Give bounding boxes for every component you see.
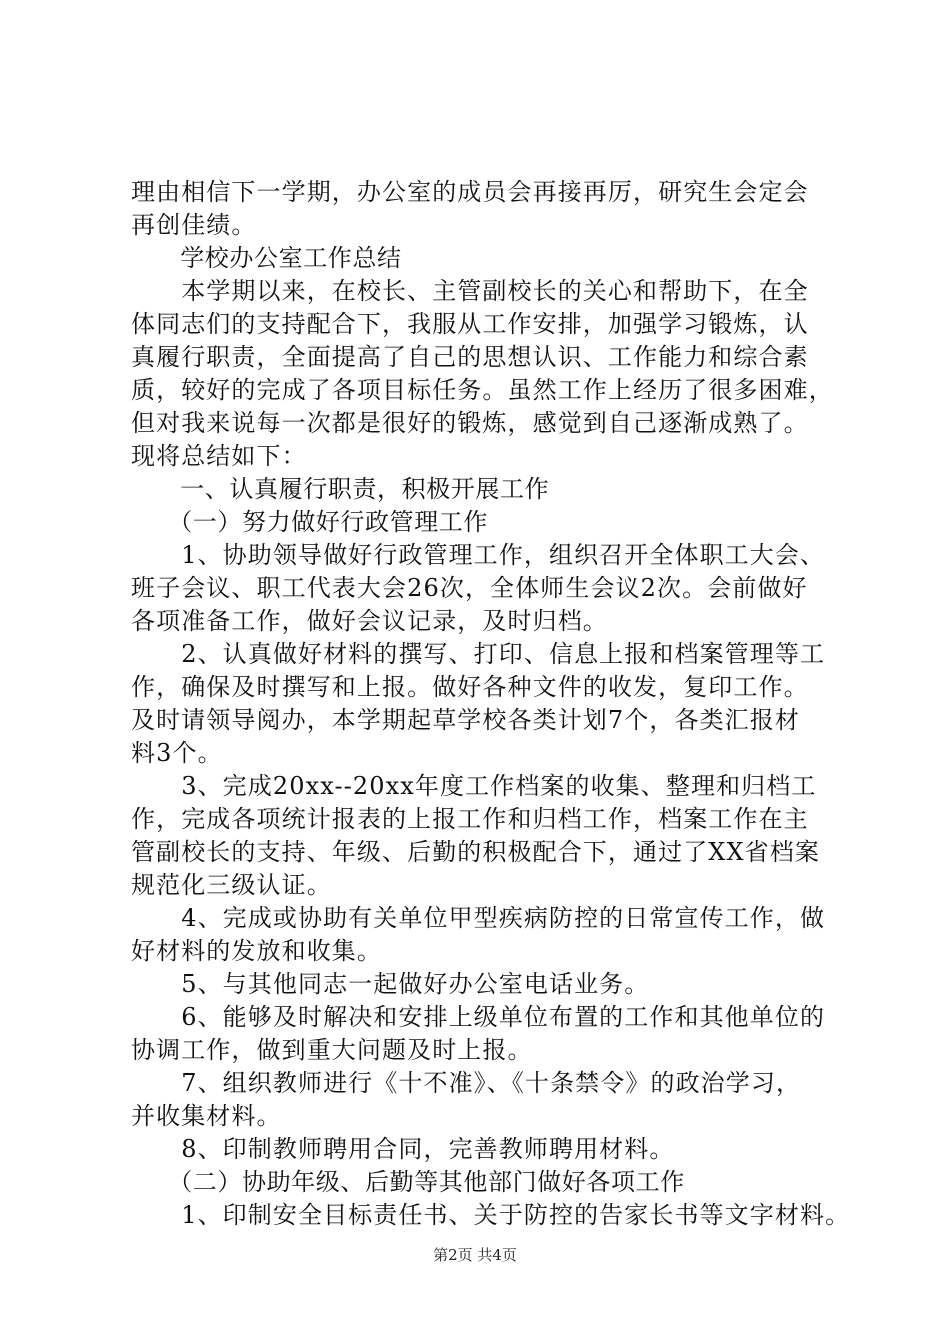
text-line: 班子会议、职工代表大会26次，全体师生会议2次。会前做好 — [131, 574, 808, 602]
text-line: 真履行职责，全面提高了自己的思想认识、工作能力和综合素 — [131, 343, 809, 371]
page-number: 第2页 共4页 — [433, 1246, 517, 1264]
text-line: 质，较好的完成了各项目标任务。虽然工作上经历了很多困难， — [131, 376, 834, 404]
text-line: 5、与其他同志一起做好办公室电话业务。 — [131, 970, 650, 998]
text-line: 作，确保及时撰写和上报。做好各种文件的收发，复印工作。 — [131, 673, 809, 701]
text-line: 作，完成各项统计报表的上报工作和归档工作，档案工作在主 — [131, 805, 809, 833]
text-line: 各项准备工作，做好会议记录，及时归档。 — [131, 607, 608, 635]
section-title: 学校办公室工作总结 — [131, 244, 402, 272]
text-line: 管副校长的支持、年级、后勤的积极配合下，通过了XX省档案 — [131, 838, 820, 866]
text-line: 及时请领导阅办，本学期起草学校各类计划7个，各类汇报材 — [131, 706, 800, 734]
text-line: 但对我来说每一次都是很好的锻炼，感觉到自己逐渐成熟了。 — [131, 409, 809, 437]
text-line: 再创佳绩。 — [131, 211, 257, 239]
page-footer — [0, 1245, 950, 1265]
text-line: 理由相信下一学期，办公室的成员会再接再厉，研究生会定会 — [131, 178, 809, 206]
text-line: 并收集材料。 — [131, 1102, 282, 1130]
text-line: 体同志们的支持配合下，我服从工作安排，加强学习锻炼，认 — [131, 310, 809, 338]
document-body — [131, 176, 851, 1232]
text-line: 3、完成20xx--20xx年度工作档案的收集、整理和归档工 — [131, 772, 817, 800]
text-line: 本学期以来，在校长、主管副校长的关心和帮助下，在全 — [131, 277, 809, 305]
text-line: 现将总结如下： — [131, 442, 307, 470]
text-line: 8、印制教师聘用合同，完善教师聘用材料。 — [131, 1135, 675, 1163]
section-heading: 一、认真履行职责，积极开展工作 — [131, 475, 550, 503]
text-line: 1、印制安全目标责任书、关于防控的告家长书等文字材料。 — [131, 1201, 851, 1229]
subsection-heading: （一）努力做好行政管理工作 — [131, 508, 488, 536]
text-line: 6、能够及时解决和安排上级单位布置的工作和其他单位的 — [131, 1003, 826, 1031]
text-line: 4、完成或协助有关单位甲型疾病防控的日常宣传工作，做 — [131, 904, 826, 932]
text-line: 1、协助领导做好行政管理工作，组织召开全体职工大会、 — [131, 541, 826, 569]
text-line: 协调工作，做到重大问题及时上报。 — [131, 1036, 533, 1064]
text-line: 2、认真做好材料的撰写、打印、信息上报和档案管理等工 — [131, 640, 826, 668]
text-line: 好材料的发放和收集。 — [131, 937, 382, 965]
text-line: 7、组织教师进行《十不准》、《十条禁令》的政治学习， — [131, 1069, 802, 1097]
subsection-heading: （二）协助年级、后勤等其他部门做好各项工作 — [131, 1168, 685, 1196]
text-line: 料3个。 — [131, 739, 223, 767]
text-line: 规范化三级认证。 — [131, 871, 332, 899]
